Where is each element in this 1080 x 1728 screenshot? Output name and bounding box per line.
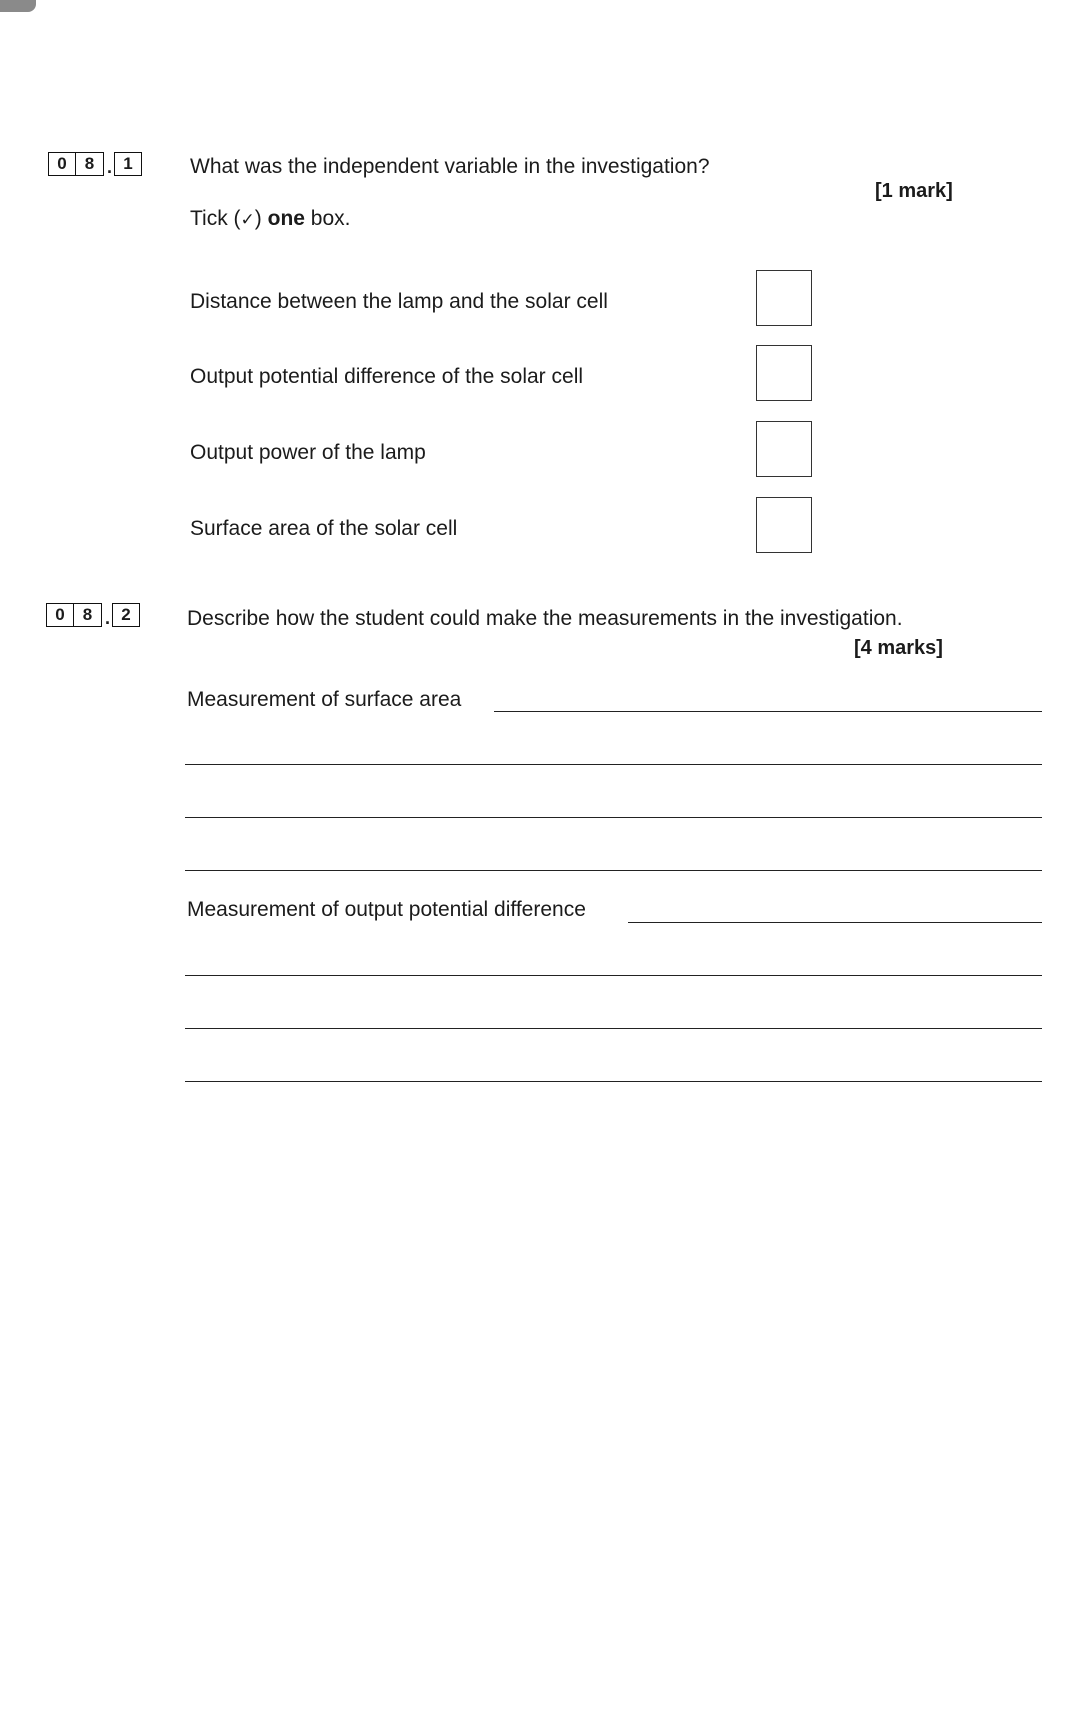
question-part: 1 bbox=[114, 152, 142, 176]
option-label: Distance between the lamp and the solar cell bbox=[190, 290, 608, 313]
instruction-bold: one bbox=[267, 207, 305, 230]
answer-line[interactable] bbox=[185, 817, 1042, 818]
question-dot: . bbox=[105, 608, 111, 628]
answer-line[interactable] bbox=[494, 711, 1042, 712]
option-label: Output potential difference of the solar cell bbox=[190, 365, 584, 388]
question-text: Describe how the student could make the measurements in the investigation. bbox=[187, 607, 903, 630]
corner-tab bbox=[0, 0, 36, 12]
answer-prompt: Measurement of output potential difference bbox=[187, 898, 586, 921]
instruction-mid: ) bbox=[254, 207, 268, 230]
question-digit-2: 8 bbox=[76, 152, 104, 176]
option-label: Surface area of the solar cell bbox=[190, 517, 458, 540]
question-number-08-1 bbox=[48, 150, 142, 176]
question-text: What was the independent variable in the investigation? bbox=[190, 155, 710, 178]
question-number-08-2 bbox=[46, 601, 140, 627]
answer-line[interactable] bbox=[185, 975, 1042, 976]
instruction-post: box. bbox=[304, 207, 351, 230]
answer-line[interactable] bbox=[185, 870, 1042, 871]
answer-prompt: Measurement of surface area bbox=[187, 688, 462, 711]
tick-instruction bbox=[190, 207, 351, 231]
answer-line[interactable] bbox=[185, 764, 1042, 765]
question-digit-1: 0 bbox=[48, 152, 76, 176]
option-label: Output power of the lamp bbox=[190, 441, 426, 464]
question-digit-2: 8 bbox=[74, 603, 102, 627]
answer-line[interactable] bbox=[185, 1028, 1042, 1029]
tick-mark-icon: ✓ bbox=[240, 210, 255, 230]
question-digit-1: 0 bbox=[46, 603, 74, 627]
answer-line[interactable] bbox=[628, 922, 1042, 923]
option-tickbox[interactable] bbox=[756, 270, 812, 326]
marks-label: [1 mark] bbox=[875, 180, 953, 202]
instruction-pre: Tick ( bbox=[190, 207, 241, 230]
option-tickbox[interactable] bbox=[756, 345, 812, 401]
question-part: 2 bbox=[112, 603, 140, 627]
question-dot: . bbox=[107, 157, 113, 177]
marks-label: [4 marks] bbox=[854, 637, 943, 659]
answer-line[interactable] bbox=[185, 1081, 1042, 1082]
option-tickbox[interactable] bbox=[756, 497, 812, 553]
option-tickbox[interactable] bbox=[756, 421, 812, 477]
